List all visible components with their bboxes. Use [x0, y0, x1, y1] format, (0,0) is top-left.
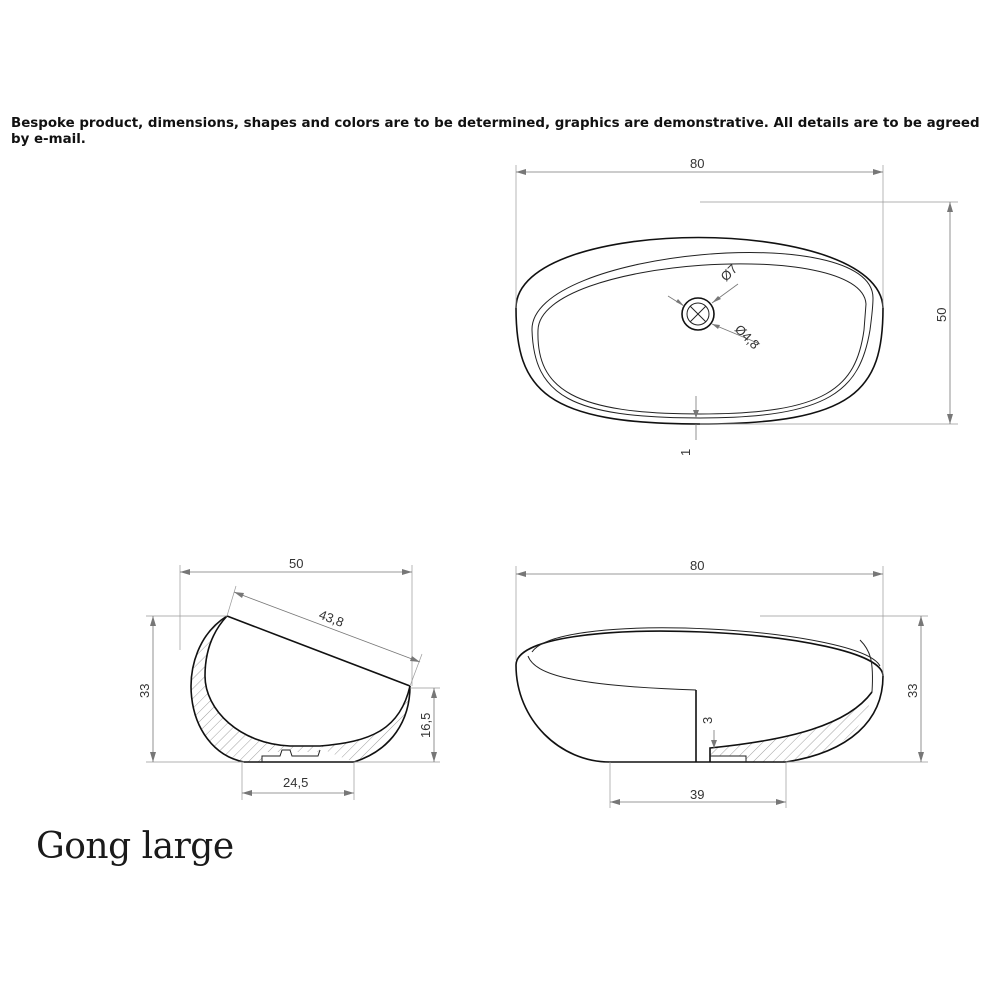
- drain-inner-diameter-label: Ø4,8: [731, 321, 763, 353]
- drain-outer-diameter-label: Ø7: [717, 261, 741, 285]
- rim-thickness-label: 1: [678, 448, 693, 456]
- basin-inner-rim: [532, 253, 873, 418]
- top-view: [516, 156, 958, 456]
- front-inner-rim: [528, 656, 696, 690]
- front-drain-detail: [710, 756, 746, 762]
- front-height-label: 33: [905, 683, 920, 698]
- side-slant-label: 43,8: [316, 606, 346, 630]
- top-width-label: 80: [690, 156, 705, 171]
- basin-bowl-edge: [538, 264, 866, 414]
- side-section-hatch: [191, 616, 410, 762]
- front-base-label: 39: [690, 787, 705, 802]
- side-slant-top: [227, 616, 410, 686]
- front-section-hatch: [710, 692, 872, 762]
- front-inner-rim-right: [860, 640, 873, 692]
- disclaimer-text: Bespoke product, dimensions, shapes and colors are to be determined, graphics are demonstrative. All details are to be agreed by e-mail.: [11, 116, 980, 147]
- side-view: [137, 556, 440, 800]
- front-view: [516, 558, 928, 808]
- top-depth-label: 50: [934, 307, 949, 322]
- side-inner-profile: [205, 616, 410, 746]
- front-width-label: 80: [690, 558, 705, 573]
- side-base-label: 24,5: [283, 775, 309, 790]
- side-height-label: 33: [137, 683, 152, 698]
- front-bottom-thickness-label: 3: [700, 716, 715, 724]
- product-title: Gong large: [36, 826, 234, 867]
- side-front-height-label: 16,5: [418, 712, 433, 738]
- side-width-label: 50: [289, 556, 304, 571]
